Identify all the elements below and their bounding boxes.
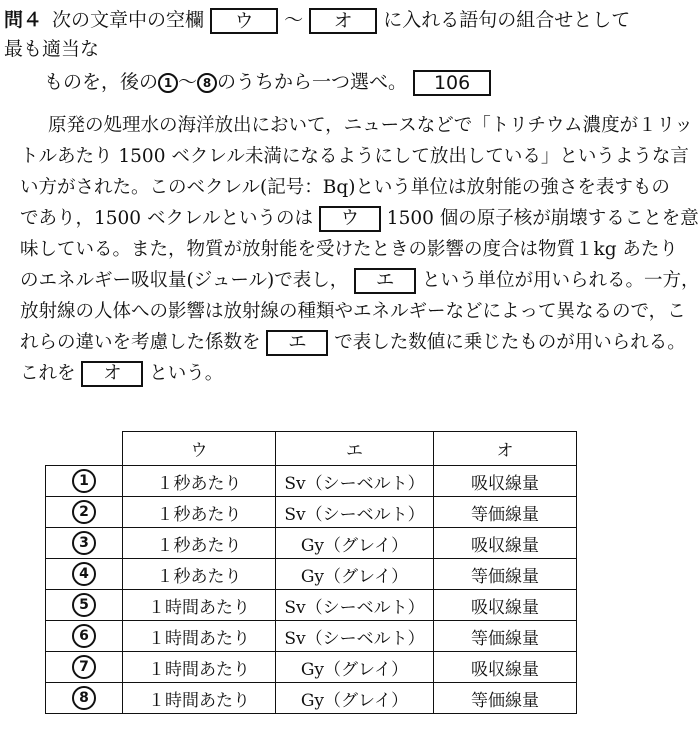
cell-o: 等価線量 [434,683,577,714]
cell-u: １時間あたり [123,621,276,652]
blank-u-box: ウ [319,206,381,232]
choice-number: 2 [72,500,96,524]
table-row[interactable] [46,683,577,714]
question-stem [4,6,634,97]
cell-o: 吸収線量 [434,466,577,497]
cell-o: 吸収線量 [434,528,577,559]
question-text-a: 次の文章中の空欄 [52,9,205,31]
table-row[interactable] [46,559,577,590]
question-text-d: のうちから一つ選べ。 [217,71,408,93]
cell-u: １秒あたり [123,528,276,559]
cell-u: １時間あたり [123,683,276,714]
blank-o-box: オ [81,361,143,387]
table-row[interactable] [46,528,577,559]
passage-line: トルあたり 1500 ベクレル未満になるようにして放出している」というような言 [20,146,689,167]
cell-o: 等価線量 [434,497,577,528]
cell-e: Sv（シーベルト） [276,497,434,528]
question-label: 問４ [4,9,43,31]
answer-number-box: 106 [413,70,491,96]
cell-o: 等価線量 [434,621,577,652]
choices-table [45,431,577,714]
table-header-row [46,432,577,466]
header-e: エ [276,432,434,466]
passage-line: 味している。また，物質が放射能を受けたときの影響の度合は物質１kg あたり [20,239,678,260]
blank-u-box: ウ [210,8,278,34]
choice-marker-to: 8 [197,73,217,93]
choice-number: 7 [72,655,96,679]
choice-number: 6 [72,624,96,648]
choice-number: 8 [72,686,96,710]
table-row[interactable] [46,466,577,497]
passage-text: れらの違いを考慮した係数を [20,332,261,353]
passage-line [20,265,700,296]
cell-e: Sv（シーベルト） [276,466,434,497]
question-text-c: ものを，後の [44,71,159,93]
passage-line: 放射線の人体への影響は放射線の種類やエネルギーなどによって異なるので，こ [20,301,686,322]
passage-text: であり，1500 ベクレルというのは [20,208,314,229]
passage-text: で表した数値に乗じたものが用いられる。 [334,332,686,353]
passage-text: という単位が用いられる。一方， [421,270,700,291]
question-line-1 [4,6,634,64]
header-u: ウ [123,432,276,466]
passage-line: い方がされた。このベクレル(記号：Bq)という単位は放射能の強さを表すもの [20,177,670,198]
blank-e-box: エ [266,330,328,356]
cell-e: Gy（グレイ） [276,683,434,714]
choice-number: 1 [72,469,96,493]
header-o: オ [434,432,577,466]
choice-marker-from: 1 [158,73,178,93]
cell-e: Sv（シーベルト） [276,621,434,652]
cell-e: Sv（シーベルト） [276,590,434,621]
passage-text: これを [20,363,76,384]
blank-e-box: エ [354,268,416,294]
passage [20,110,700,389]
question-line-2 [4,68,634,97]
cell-o: 吸収線量 [434,652,577,683]
choice-number: 3 [72,531,96,555]
passage-text: という。 [149,363,224,384]
cell-u: １秒あたり [123,559,276,590]
table-row[interactable] [46,652,577,683]
table-row[interactable] [46,621,577,652]
cell-e: Gy（グレイ） [276,652,434,683]
cell-u: １秒あたり [123,497,276,528]
passage-line: 原発の処理水の海洋放出において，ニュースなどで「トリチウム濃度が１リッ [48,115,693,136]
table-row[interactable] [46,497,577,528]
tilde: 〜 [284,9,304,31]
choice-number: 5 [72,593,96,617]
cell-e: Gy（グレイ） [276,559,434,590]
passage-text: 1500 個の原子核が崩壊することを意 [386,208,699,229]
cell-o: 等価線量 [434,559,577,590]
cell-u: １時間あたり [123,590,276,621]
blank-o-box: オ [309,8,377,34]
passage-line [20,358,632,389]
passage-line [20,327,686,358]
question-text-b: に入れる語句の組合せとして最も適当な [4,9,631,60]
cell-o: 吸収線量 [434,590,577,621]
cell-u: １秒あたり [123,466,276,497]
header-corner [46,432,123,466]
cell-u: １時間あたり [123,652,276,683]
passage-line [20,203,699,234]
range-sep: 〜 [178,71,198,93]
choice-number: 4 [72,562,96,586]
cell-e: Gy（グレイ） [276,528,434,559]
passage-text: のエネルギー吸収量(ジュール)で表し， [20,270,349,291]
table-row[interactable] [46,590,577,621]
